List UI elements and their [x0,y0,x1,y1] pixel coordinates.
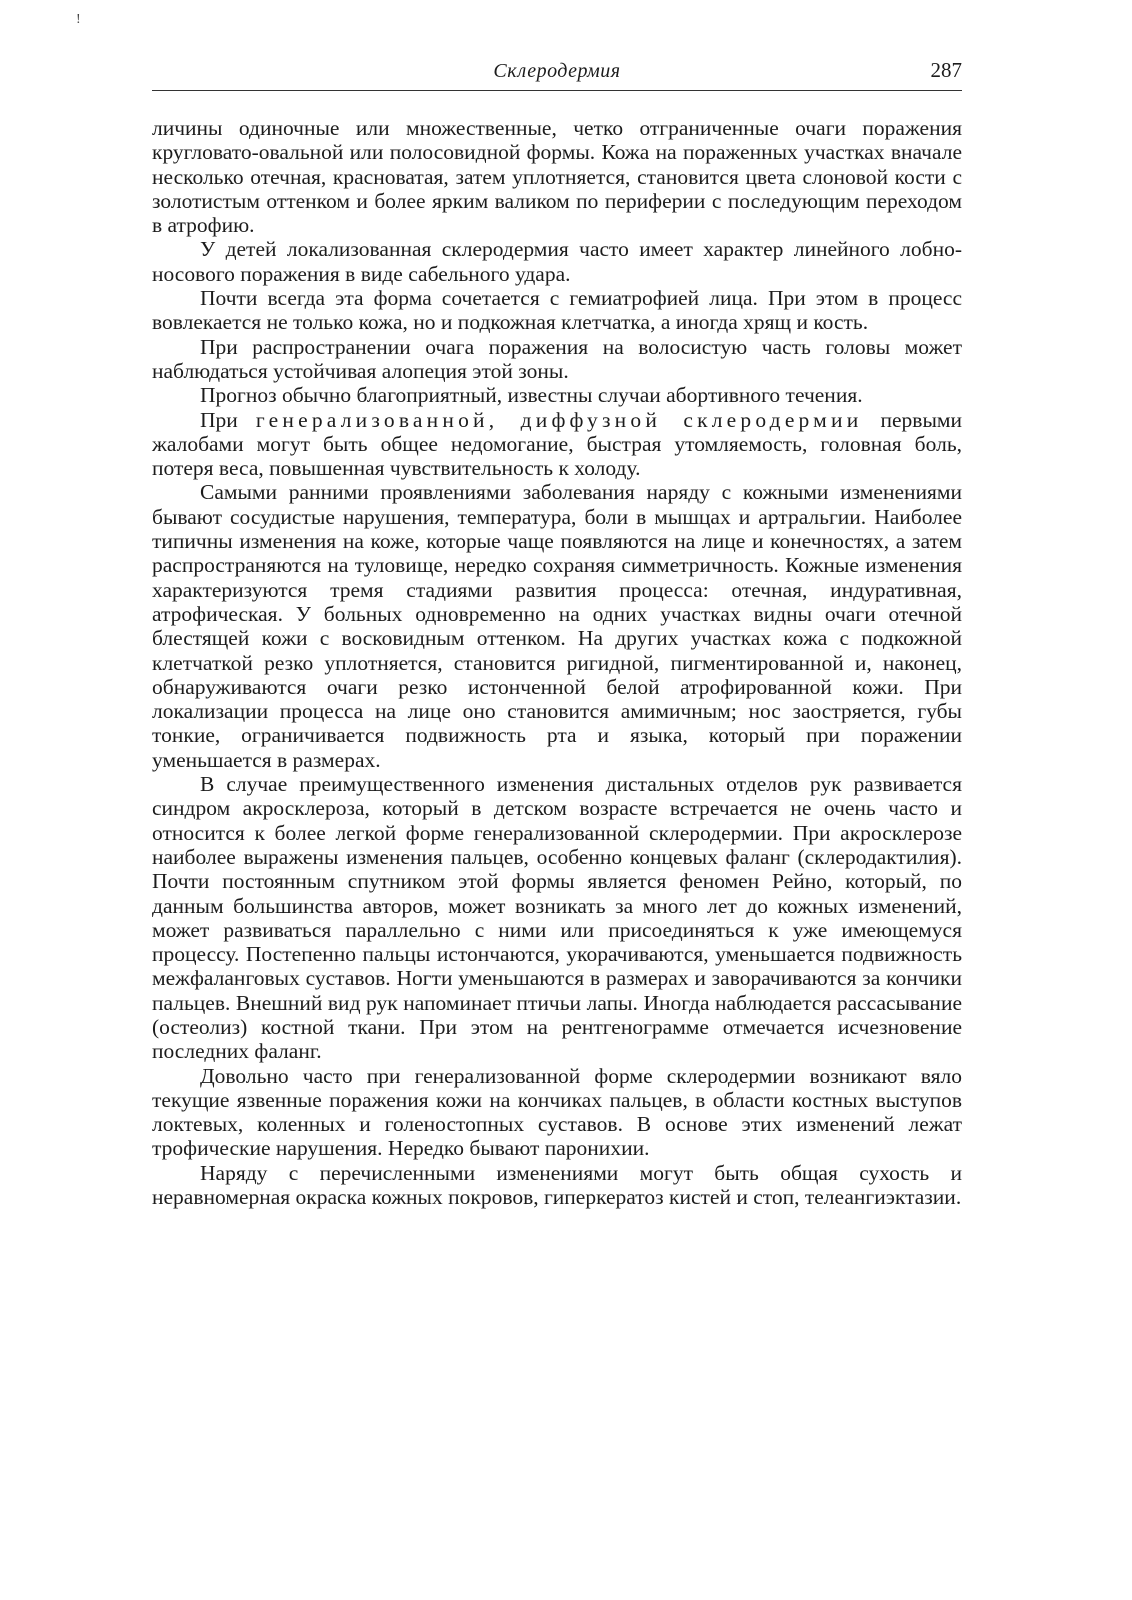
paragraph: При распространении очага поражения на волосистую часть головы может наблюдаться устойчивая алопеция этой зоны. [152,334,962,383]
paragraph: Почти всегда эта форма сочетается с гемиатрофией лица. При этом в процесс вовлекается не только кожа, но и подкожная клетчатка, а иногда хрящ и кость. [152,286,962,335]
paragraph-continued: личины одиночные или множественные, четко отграниченные очаги поражения кругловато-овальной или полосовидной формы. Кожа на пораженных участках вначале несколько отечная, красноватая, затем уплотняется, становится цвета слоновой кости с золотистым оттенком и более ярким валиком по периферии с последующим переходом в атрофию. [152,116,962,238]
page-header [152,58,962,88]
paragraph: Прогноз обычно благоприятный, известны случаи абортивного течения. [200,383,863,408]
paragraph-lead: При [200,407,238,432]
paragraph: У детей локализованная склеродермия часто имеет характер линейного лобно-носового поражения в виде сабельного удара. [152,237,962,286]
paragraph-rest: первыми жалобами могут быть общее недомогание, быстрая утомляемость, головная боль, потеря веса, повышенная чувствительность к холоду. [152,407,963,481]
paragraph-generalized-form [152,408,962,481]
scan-mark: ! [76,12,81,27]
body-text [152,116,962,1209]
running-title: Склеродермия [493,60,621,82]
paragraph: Довольно часто при генерализованной форме склеродермии возникают вяло текущие язвенные поражения кожи на кончиках пальцев, в области костных выступов локтевых, коленных и голеностопных суставов. В основе этих изменений лежат трофические нарушения. Нередко бывают паронихии. [152,1063,962,1161]
page-number: 287 [930,58,962,82]
paragraph: В случае преимущественного изменения дистальных отделов рук развивается синдром акросклероза, который в детском возрасте встречается не очень часто и относится к более легкой форме генерализованной склеродермии. При акросклерозе наиболее выражены изменения пальцев, особенно концевых фаланг (склеродактилия). Почти постоянным спутником этой формы является феномен Рейно, который, по данным большинства авторов, может возникать за много лет до кожных изменений, может развиваться параллельно с ними или присоединяться к уже имеющемуся процессу. Постепенно пальцы истончаются, укорачиваются, уменьшается подвижность межфаланговых суставов. Ногти уменьшаются в размерах и заворачиваются за кончики пальцев. Внешний вид рук напоминает птичьи лапы. Иногда наблюдается рассасывание (остеолиз) костной ткани. При этом на рентгенограмме отмечается исчезновение последних фаланг. [152,772,962,1064]
header-rule [152,90,962,91]
paragraph: Самыми ранними проявлениями заболевания наряду с кожными изменениями бывают сосудистые нарушения, температура, боли в мышцах и артральгии. Наиболее типичны изменения на коже, которые чаще появляются на лице и конечностях, а затем распространяются на туловище, нередко сохраняя симметричность. Кожные изменения характеризуются тремя стадиями развития процесса: отечная, индуративная, атрофическая. У больных одновременно на одних участках видны очаги отечной блестящей кожи с восковидным оттенком. На других участках кожа с подкожной клетчаткой резко уплотняется, становится ригидной, пигментированной и, наконец, обнаруживаются очаги резко истонченной белой атрофированной кожи. При локализации процесса на лице оно становится амимичным; нос заостряется, губы тонкие, ограничивается подвижность рта и языка, который при поражении уменьшается в размерах. [152,480,962,772]
emphasized-term: генерализованной, диффузной склеродермии [255,407,863,432]
paragraph: Наряду с перечисленными изменениями могут быть общая сухость и неравномерная окраска кожных покровов, гиперкератоз кистей и стоп, телеангиэктазии. [152,1160,962,1210]
